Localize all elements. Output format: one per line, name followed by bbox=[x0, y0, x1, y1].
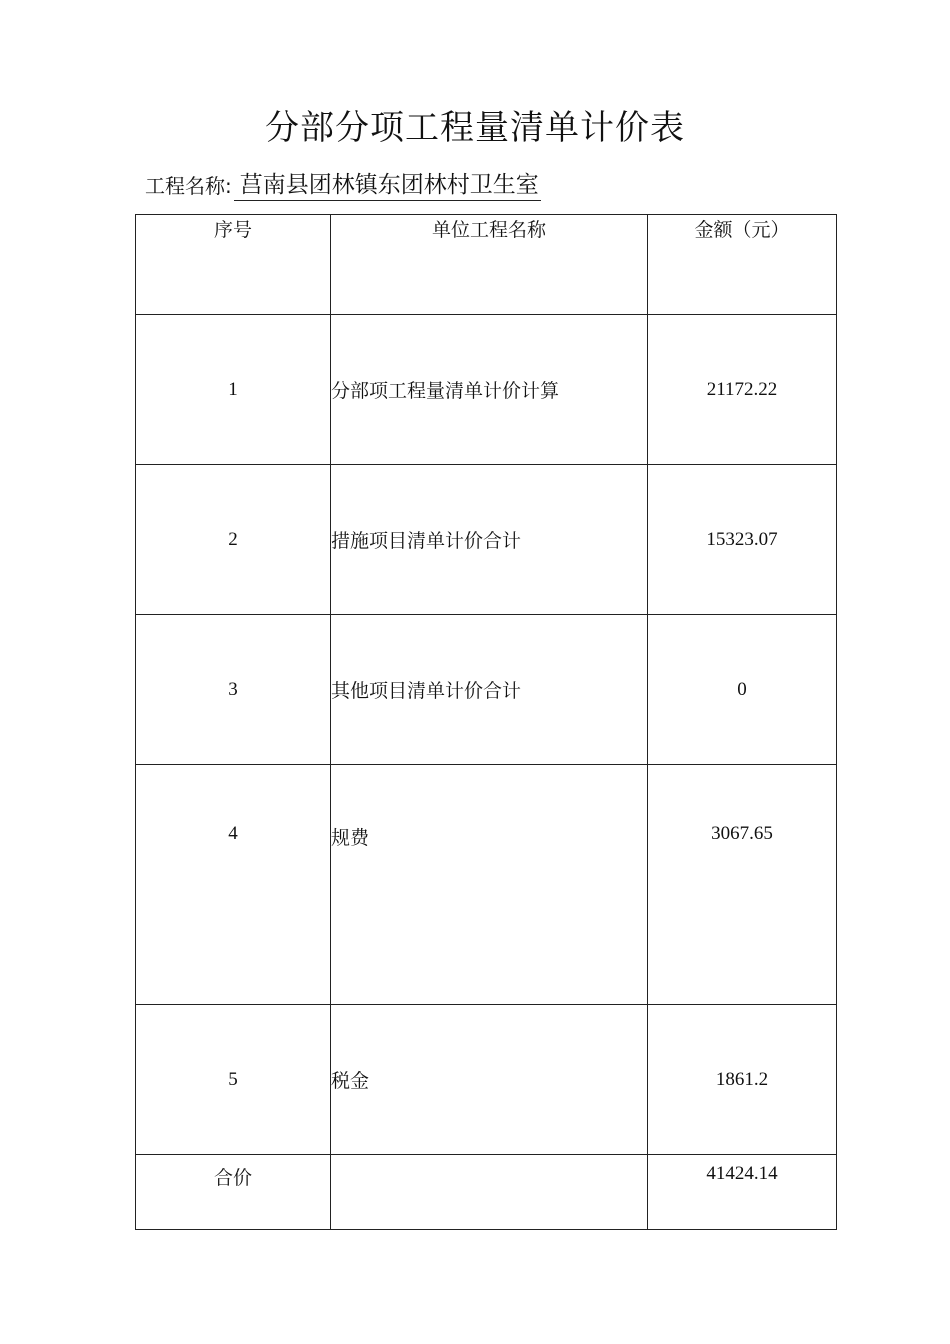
row-amount: 3067.65 bbox=[648, 765, 837, 1005]
table-row bbox=[136, 765, 837, 1005]
header-amount: 金额（元） bbox=[648, 215, 837, 315]
row-seq-no: 1 bbox=[136, 315, 331, 465]
total-label: 合价 bbox=[136, 1155, 331, 1230]
table-header-row bbox=[136, 215, 837, 315]
row-unit-name: 税金 bbox=[331, 1005, 648, 1155]
row-amount: 15323.07 bbox=[648, 465, 837, 615]
row-seq-no: 2 bbox=[136, 465, 331, 615]
total-row bbox=[136, 1155, 837, 1230]
table-row bbox=[136, 315, 837, 465]
table-row bbox=[136, 1005, 837, 1155]
row-seq-no: 5 bbox=[136, 1005, 331, 1155]
row-amount: 21172.22 bbox=[648, 315, 837, 465]
row-seq-no: 3 bbox=[136, 615, 331, 765]
project-name-value: 莒南县团林镇东团林村卫生室 bbox=[234, 166, 541, 201]
table-row bbox=[136, 465, 837, 615]
row-unit-name: 其他项目清单计价合计 bbox=[331, 615, 648, 765]
document-title: 分部分项工程量清单计价表 bbox=[265, 108, 685, 148]
row-amount: 1861.2 bbox=[648, 1005, 837, 1155]
total-name bbox=[331, 1155, 648, 1230]
pricing-table bbox=[135, 214, 837, 1230]
row-unit-name: 措施项目清单计价合计 bbox=[331, 465, 648, 615]
header-seq-no: 序号 bbox=[136, 215, 331, 315]
row-seq-no: 4 bbox=[136, 765, 331, 1005]
total-amount: 41424.14 bbox=[648, 1155, 837, 1230]
row-unit-name: 规费 bbox=[331, 765, 648, 1005]
table-row bbox=[136, 615, 837, 765]
row-unit-name: 分部项工程量清单计价计算 bbox=[331, 315, 648, 465]
header-unit-name: 单位工程名称 bbox=[331, 215, 648, 315]
project-name-label: 工程名称: bbox=[145, 174, 232, 198]
project-name-line bbox=[145, 166, 541, 201]
row-amount: 0 bbox=[648, 615, 837, 765]
